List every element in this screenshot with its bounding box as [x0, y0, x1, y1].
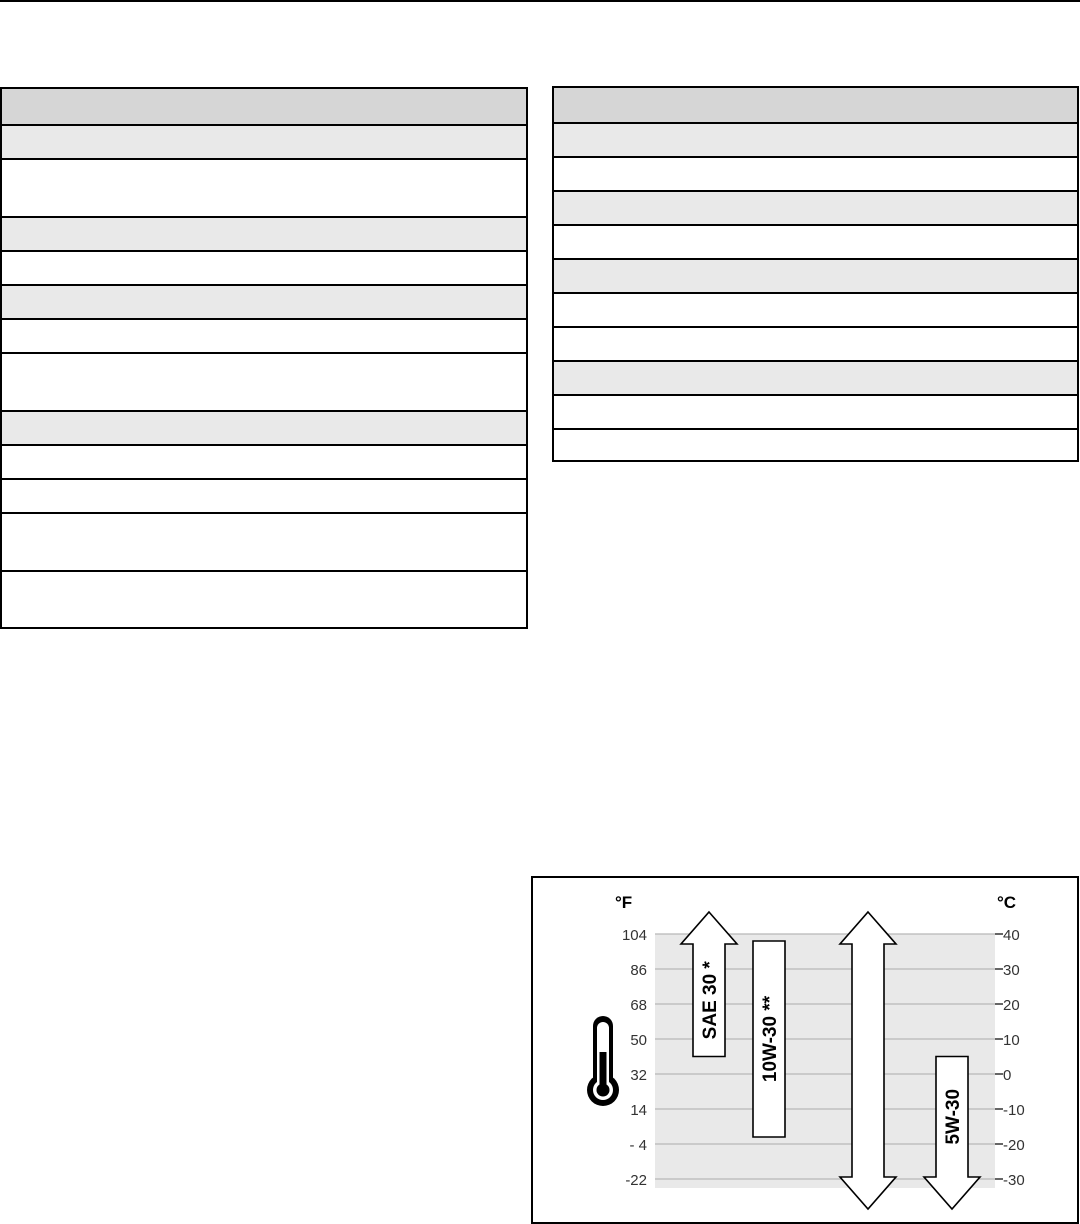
- left-table-item-row: [2, 320, 526, 352]
- celsius-unit-label: °C: [997, 893, 1017, 912]
- celsius-tick-label: 0: [1003, 1067, 1012, 1084]
- oil-viscosity-chart: [531, 876, 1079, 1224]
- left-table-title-row: [2, 89, 526, 125]
- right-table-item-row: [554, 396, 1077, 428]
- fahrenheit-tick-label: -22: [625, 1172, 647, 1189]
- fahrenheit-tick-label: 50: [630, 1032, 647, 1049]
- left-table-section-row: [2, 412, 526, 444]
- viscosity-chart-svg: [533, 878, 1077, 1222]
- left-table-section-row: [2, 218, 526, 250]
- left-table-item-row: [2, 446, 526, 478]
- celsius-tick-label: 30: [1003, 962, 1020, 979]
- celsius-tick-label: -20: [1003, 1137, 1025, 1154]
- celsius-tick-label: 10: [1003, 1032, 1020, 1049]
- right-table-title-row: [554, 88, 1077, 122]
- celsius-tick-label: 20: [1003, 997, 1020, 1014]
- right-spec-table: [552, 86, 1079, 462]
- left-table-section-row: [2, 126, 526, 158]
- left-table-item-row: [2, 354, 526, 410]
- left-table-item-row: [2, 252, 526, 284]
- thermometer-icon: [587, 1016, 619, 1106]
- fahrenheit-tick-label: 32: [630, 1067, 647, 1084]
- celsius-tick-label: -30: [1003, 1172, 1025, 1189]
- right-table-section-row: [554, 124, 1077, 156]
- right-table-item-row: [554, 294, 1077, 326]
- celsius-tick-label: 40: [1003, 927, 1020, 944]
- right-table-item-row: [554, 158, 1077, 190]
- right-table-section-row: [554, 192, 1077, 224]
- right-table-item-row: [554, 328, 1077, 360]
- left-table-item-row: [2, 572, 526, 627]
- left-table-item-row: [2, 514, 526, 570]
- fahrenheit-tick-label: 104: [621, 927, 647, 944]
- fahrenheit-tick-label: 86: [630, 962, 647, 979]
- left-table-item-row: [2, 160, 526, 216]
- oil-grade-label: 10W-30 **: [760, 995, 781, 1083]
- celsius-tick-label: -10: [1003, 1102, 1025, 1119]
- oil-grade-label: SAE 30 *: [700, 961, 721, 1040]
- right-table-section-row: [554, 260, 1077, 292]
- fahrenheit-tick-label: - 4: [629, 1137, 647, 1154]
- fahrenheit-unit-label: °F: [615, 893, 633, 912]
- fahrenheit-tick-label: 14: [630, 1102, 647, 1119]
- oil-grade-label: 5W-30: [943, 1088, 964, 1145]
- left-table-section-row: [2, 286, 526, 318]
- left-spec-table: [0, 87, 528, 629]
- right-table-section-row: [554, 362, 1077, 394]
- left-table-item-row: [2, 480, 526, 512]
- right-table-item-row: [554, 430, 1077, 460]
- right-table-item-row: [554, 226, 1077, 258]
- header-rule: [0, 0, 1080, 2]
- fahrenheit-tick-label: 68: [630, 997, 647, 1014]
